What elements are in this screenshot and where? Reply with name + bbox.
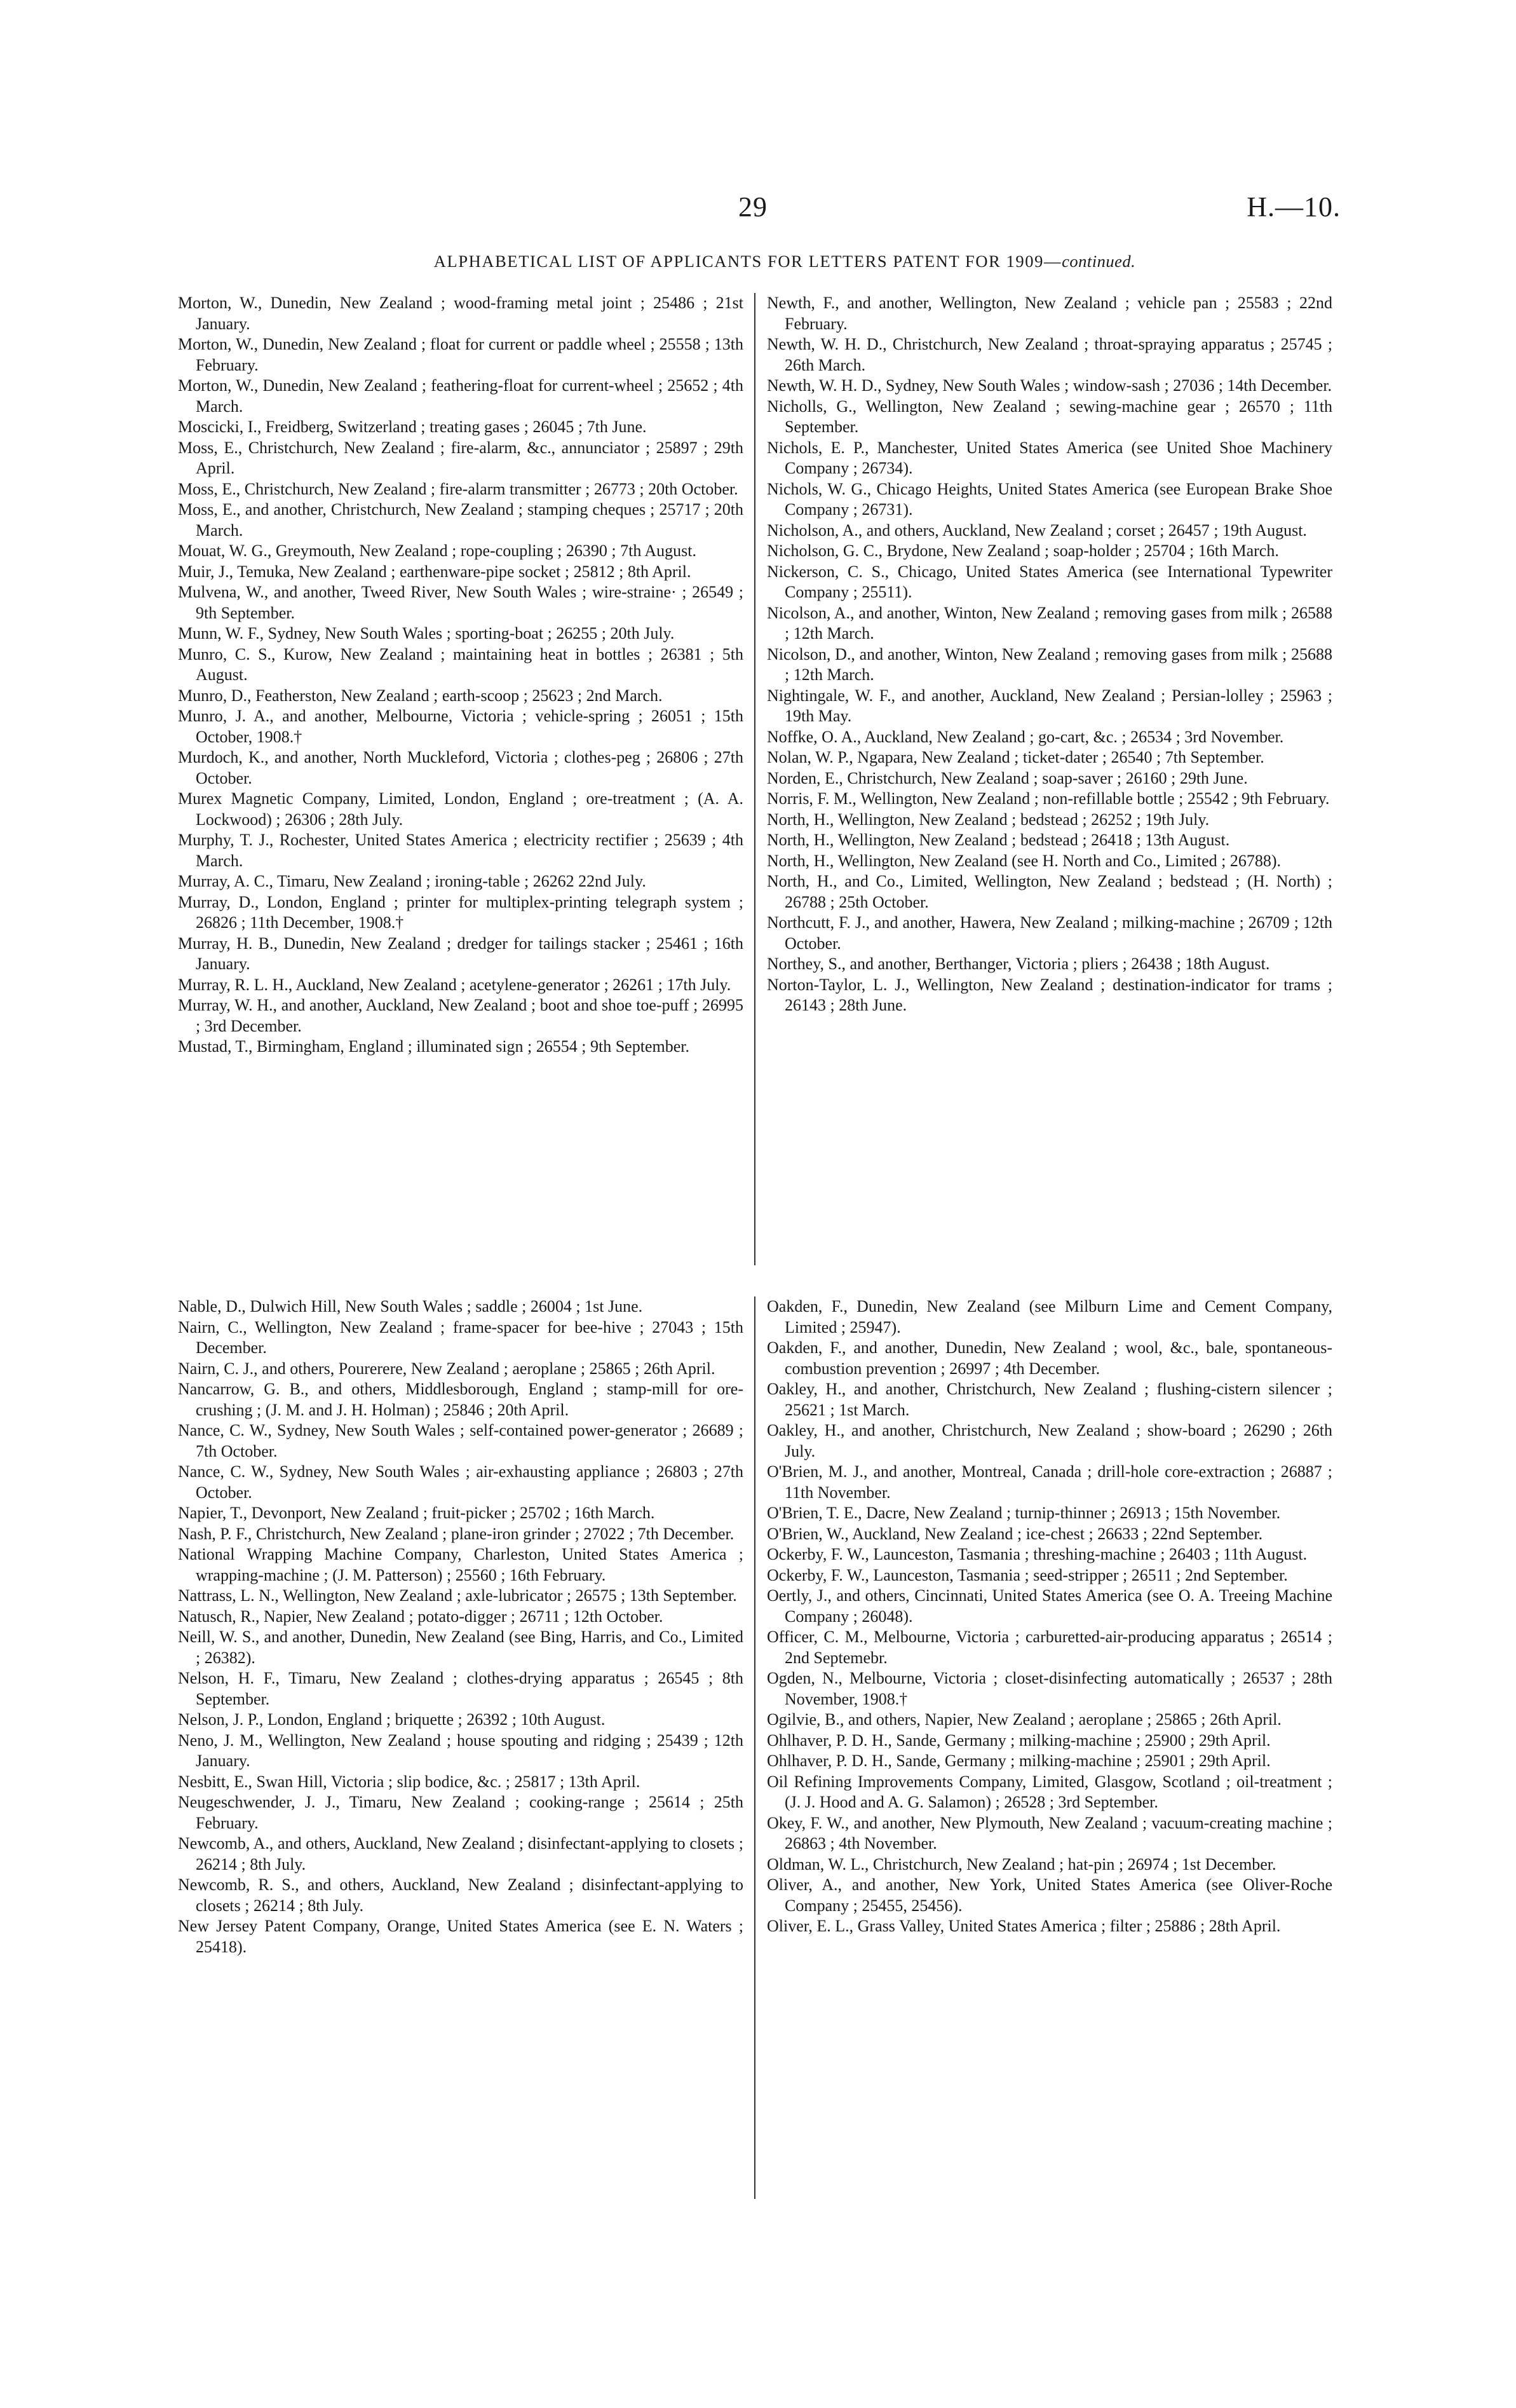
patent-entry: Oldman, W. L., Christchurch, New Zealand ; hat-pin ; 26974 ; 1st December. <box>767 1854 1276 1874</box>
patent-entry: Mustad, T., Birmingham, England ; illuminated sign ; 26554 ; 9th September. <box>178 1037 689 1056</box>
patent-entry: Norden, E., Christchurch, New Zealand ; soap-saver ; 26160 ; 29th June. <box>767 768 1248 787</box>
patent-entry: Officer, C. M., Melbourne, Victoria ; carburetted-air-producing apparatus ; 26514 ; 2nd Septemebr. <box>767 1628 1332 1667</box>
patent-entry: Ockerby, F. W., Launceston, Tasmania ; threshing-machine ; 26403 ; 11th August. <box>767 1545 1308 1563</box>
patent-entry: Munn, W. F., Sydney, New South Wales ; sporting-boat ; 26255 ; 20th July. <box>178 624 675 643</box>
patent-entry: Morton, W., Dunedin, New Zealand ; feathering-float for current-wheel ; 25652 ; 4th March. <box>178 376 743 416</box>
patent-entry: Napier, T., Devonport, New Zealand ; fruit-picker ; 25702 ; 16th March. <box>178 1504 655 1522</box>
page-title-text: ALPHABETICAL LIST OF APPLICANTS FOR LETTERS PATENT FOR 1909— <box>433 252 1062 271</box>
patent-entry: O'Brien, W., Auckland, New Zealand ; ice-chest ; 26633 ; 22nd September. <box>767 1524 1263 1543</box>
patent-entry: Murphy, T. J., Rochester, United States America ; electricity rectifier ; 25639 ; 4th March. <box>178 831 743 870</box>
patent-entry: Oil Refining Improvements Company, Limited, Glasgow, Scotland ; oil-treatment ; (J. J. Hood and A. G. Salamon) ; 26528 ; 3rd September. <box>767 1772 1332 1811</box>
document-code: H.—10. <box>1247 191 1341 222</box>
patent-entry: Nicolson, D., and another, Winton, New Zealand ; removing gases from milk ; 25688 ; 12th March. <box>767 644 1332 684</box>
patent-entry: Murray, W. H., and another, Auckland, New Zealand ; boot and shoe toe-puff ; 26995 ; 3rd December. <box>178 996 743 1035</box>
patent-entry: Munro, C. S., Kurow, New Zealand ; maintaining heat in bottles ; 26381 ; 5th August. <box>178 644 743 684</box>
patent-entry: Morton, W., Dunedin, New Zealand ; float for current or paddle wheel ; 25558 ; 13th February. <box>178 335 743 374</box>
patent-entry: Neugeschwender, J. J., Timaru, New Zealand ; cooking-range ; 25614 ; 25th February. <box>178 1793 743 1832</box>
patent-entry: North, H., Wellington, New Zealand ; bedstead ; 26252 ; 19th July. <box>767 810 1210 829</box>
patent-entry: Newth, F., and another, Wellington, New Zealand ; vehicle pan ; 25583 ; 22nd February. <box>767 294 1332 333</box>
patent-entry: New Jersey Patent Company, Orange, United States America (see E. N. Waters ; 25418). <box>178 1917 743 1956</box>
patent-entry: Oakden, F., and another, Dunedin, New Zealand ; wool, &c., bale, spontaneous-combustion prevention ; 26997 ; 4th December. <box>767 1338 1332 1378</box>
patent-entry: Oakden, F., Dunedin, New Zealand (see Milburn Lime and Cement Company, Limited ; 25947). <box>767 1297 1332 1337</box>
patent-entry: Moss, E., Christchurch, New Zealand ; fire-alarm, &c., annunciator ; 25897 ; 29th April. <box>178 438 743 477</box>
patent-entry: Nelson, J. P., London, England ; briquette ; 26392 ; 10th August. <box>178 1710 606 1729</box>
page-number: 29 <box>738 191 768 222</box>
patent-entry: Nesbitt, E., Swan Hill, Victoria ; slip bodice, &c. ; 25817 ; 13th April. <box>178 1772 640 1791</box>
patent-entry: Oakley, H., and another, Christchurch, New Zealand ; show-board ; 26290 ; 26th July. <box>767 1421 1332 1460</box>
patent-entry: Natusch, R., Napier, New Zealand ; potato-digger ; 26711 ; 12th October. <box>178 1607 663 1626</box>
patent-entry: Ohlhaver, P. D. H., Sande, Germany ; milking-machine ; 25900 ; 29th April. <box>767 1731 1271 1750</box>
patent-entry: Munro, D., Featherston, New Zealand ; earth-scoop ; 25623 ; 2nd March. <box>178 686 663 705</box>
patent-entry: Nicholls, G., Wellington, New Zealand ; sewing-machine gear ; 26570 ; 11th September. <box>767 397 1332 436</box>
patent-entry: Nash, P. F., Christchurch, New Zealand ; plane-iron grinder ; 27022 ; 7th December. <box>178 1524 734 1543</box>
page-title-continued: continued. <box>1062 252 1136 271</box>
patent-entry: Nance, C. W., Sydney, New South Wales ; self-contained power-generator ; 26689 ; 7th October. <box>178 1421 743 1460</box>
patent-entry: Moss, E., Christchurch, New Zealand ; fire-alarm transmitter ; 26773 ; 20th October. <box>178 479 738 498</box>
column-left-section-1 <box>178 293 743 1058</box>
patent-entry: Moss, E., and another, Christchurch, New Zealand ; stamping cheques ; 25717 ; 20th March. <box>178 500 743 540</box>
patent-entry: Newcomb, R. S., and others, Auckland, New Zealand ; disinfectant-applying to closets ; 26214 ; 8th July. <box>178 1875 743 1915</box>
patent-entry: Nancarrow, G. B., and others, Middlesborough, England ; stamp-mill for ore-crushing ; (J. M. and J. H. Holman) ; 25846 ; 20th April. <box>178 1380 743 1419</box>
patent-entry: Nicolson, A., and another, Winton, New Zealand ; removing gases from milk ; 26588 ; 12th March. <box>767 603 1332 643</box>
column-left-section-2 <box>178 1296 743 1957</box>
page-title <box>280 252 1290 271</box>
patent-entry: Neno, J. M., Wellington, New Zealand ; house spouting and ridging ; 25439 ; 12th January. <box>178 1731 743 1770</box>
patent-entry: Nightingale, W. F., and another, Auckland, New Zealand ; Persian-lolley ; 25963 ; 19th May. <box>767 686 1332 725</box>
patent-entry: Nelson, H. F., Timaru, New Zealand ; clothes-drying apparatus ; 26545 ; 8th September. <box>178 1669 743 1708</box>
patent-entry: Nable, D., Dulwich Hill, New South Wales ; saddle ; 26004 ; 1st June. <box>178 1297 643 1316</box>
patent-entry: Nicholson, A., and others, Auckland, New Zealand ; corset ; 26457 ; 19th August. <box>767 520 1307 540</box>
patent-entry: Murray, R. L. H., Auckland, New Zealand ; acetylene-generator ; 26261 ; 17th July. <box>178 975 731 994</box>
patent-entry: Murray, A. C., Timaru, New Zealand ; ironing-table ; 26262 22nd July. <box>178 872 646 890</box>
patent-entry: Newth, W. H. D., Sydney, New South Wales ; window-sash ; 27036 ; 14th December. <box>767 376 1332 395</box>
patent-entry: Nairn, C. J., and others, Pourerere, New Zealand ; aeroplane ; 25865 ; 26th April. <box>178 1359 715 1378</box>
column-right-section-2 <box>767 1296 1332 1937</box>
patent-entry: Ohlhaver, P. D. H., Sande, Germany ; milking-machine ; 25901 ; 29th April. <box>767 1752 1271 1770</box>
patent-entry: Ogden, N., Melbourne, Victoria ; closet-disinfecting automatically ; 26537 ; 28th November, 1908.† <box>767 1669 1332 1708</box>
patent-entry: North, H., and Co., Limited, Wellington, New Zealand ; bedstead ; (H. North) ; 26788 ; 25th October. <box>767 872 1332 911</box>
patent-entry: Nairn, C., Wellington, New Zealand ; frame-spacer for bee-hive ; 27043 ; 15th December. <box>178 1317 743 1357</box>
patent-entry: Muir, J., Temuka, New Zealand ; earthenware-pipe socket ; 25812 ; 8th April. <box>178 562 691 581</box>
patent-entry: National Wrapping Machine Company, Charleston, United States America ; wrapping-machine ; (J. M. Patterson) ; 25560 ; 16th February. <box>178 1545 743 1584</box>
column-divider-2 <box>754 1296 755 2199</box>
patent-entry: Norton-Taylor, L. J., Wellington, New Zealand ; destination-indicator for trams ; 26143 ; 28th June. <box>767 975 1332 1014</box>
patent-entry: Nichols, W. G., Chicago Heights, United States America (see European Brake Shoe Company ; 26731). <box>767 479 1332 519</box>
patent-entry: North, H., Wellington, New Zealand (see H. North and Co., Limited ; 26788). <box>767 851 1282 870</box>
patent-entry: O'Brien, M. J., and another, Montreal, Canada ; drill-hole core-extraction ; 26887 ; 11th November. <box>767 1462 1332 1502</box>
patent-entry: North, H., Wellington, New Zealand ; bedstead ; 26418 ; 13th August. <box>767 831 1230 849</box>
patent-entry: Murdoch, K., and another, North Muckleford, Victoria ; clothes-peg ; 26806 ; 27th October. <box>178 748 743 787</box>
patent-entry: Mouat, W. G., Greymouth, New Zealand ; rope-coupling ; 26390 ; 7th August. <box>178 541 697 560</box>
patent-entry: Nance, C. W., Sydney, New South Wales ; air-exhausting appliance ; 26803 ; 27th October. <box>178 1462 743 1502</box>
patent-entry: Nichols, E. P., Manchester, United States America (see United Shoe Machinery Company ; 26734). <box>767 438 1332 477</box>
patent-entry: Ockerby, F. W., Launceston, Tasmania ; seed-stripper ; 26511 ; 2nd September. <box>767 1565 1288 1584</box>
patent-entry: Nattrass, L. N., Wellington, New Zealand ; axle-lubricator ; 26575 ; 13th September. <box>178 1586 737 1605</box>
patent-entry: Nolan, W. P., Ngapara, New Zealand ; ticket-dater ; 26540 ; 7th September. <box>767 748 1264 766</box>
patent-entry: Munro, J. A., and another, Melbourne, Victoria ; vehicle-spring ; 26051 ; 15th October, 1908.† <box>178 707 743 746</box>
column-right-section-1 <box>767 293 1332 1016</box>
patent-entry: Oertly, J., and others, Cincinnati, United States America (see O. A. Treeing Machine Company ; 26048). <box>767 1586 1332 1626</box>
patent-entry: Newth, W. H. D., Christchurch, New Zealand ; throat-spraying apparatus ; 25745 ; 26th March. <box>767 335 1332 374</box>
patent-entry: Murex Magnetic Company, Limited, London, England ; ore-treatment ; (A. A. Lockwood) ; 26306 ; 28th July. <box>178 789 743 829</box>
patent-entry: Northey, S., and another, Berthanger, Victoria ; pliers ; 26438 ; 18th August. <box>767 955 1270 973</box>
patent-entry: O'Brien, T. E., Dacre, New Zealand ; turnip-thinner ; 26913 ; 15th November. <box>767 1504 1281 1522</box>
patent-entry: Nickerson, C. S., Chicago, United States America (see International Typewriter Company ; 25511). <box>767 562 1332 601</box>
patent-entry: Oliver, A., and another, New York, United States America (see Oliver-Roche Company ; 25455, 25456). <box>767 1875 1332 1915</box>
patent-entry: Moscicki, I., Freidberg, Switzerland ; treating gases ; 26045 ; 7th June. <box>178 418 647 436</box>
patent-entry: Nicholson, G. C., Brydone, New Zealand ; soap-holder ; 25704 ; 16th March. <box>767 541 1279 560</box>
column-divider-1 <box>754 293 755 1265</box>
patent-entry: Oakley, H., and another, Christchurch, New Zealand ; flushing-cistern silencer ; 25621 ; 1st March. <box>767 1380 1332 1419</box>
patent-entry: Neill, W. S., and another, Dunedin, New Zealand (see Bing, Harris, and Co., Limited ; 26382). <box>178 1628 743 1667</box>
patent-entry: Mulvena, W., and another, Tweed River, New South Wales ; wire-straine· ; 26549 ; 9th September. <box>178 583 743 622</box>
patent-entry: Norris, F. M., Wellington, New Zealand ; non-refillable bottle ; 25542 ; 9th February. <box>767 789 1330 808</box>
patent-entry: Murray, D., London, England ; printer for multiplex-printing telegraph system ; 26826 ; 11th December, 1908.† <box>178 892 743 932</box>
patent-entry: Morton, W., Dunedin, New Zealand ; wood-framing metal joint ; 25486 ; 21st January. <box>178 294 743 333</box>
patent-entry: Okey, F. W., and another, New Plymouth, New Zealand ; vacuum-creating machine ; 26863 ; 4th November. <box>767 1813 1332 1853</box>
patent-entry: Murray, H. B., Dunedin, New Zealand ; dredger for tailings stacker ; 25461 ; 16th January. <box>178 934 743 973</box>
patent-entry: Oliver, E. L., Grass Valley, United States America ; filter ; 25886 ; 28th April. <box>767 1917 1281 1935</box>
patent-entry: Northcutt, F. J., and another, Hawera, New Zealand ; milking-machine ; 26709 ; 12th October. <box>767 913 1332 953</box>
patent-entry: Ogilvie, B., and others, Napier, New Zealand ; aeroplane ; 25865 ; 26th April. <box>767 1710 1282 1729</box>
patent-entry: Noffke, O. A., Auckland, New Zealand ; go-cart, &c. ; 26534 ; 3rd November. <box>767 727 1284 746</box>
patent-entry: Newcomb, A., and others, Auckland, New Zealand ; disinfectant-applying to closets ; 26214 ; 8th July. <box>178 1834 743 1874</box>
